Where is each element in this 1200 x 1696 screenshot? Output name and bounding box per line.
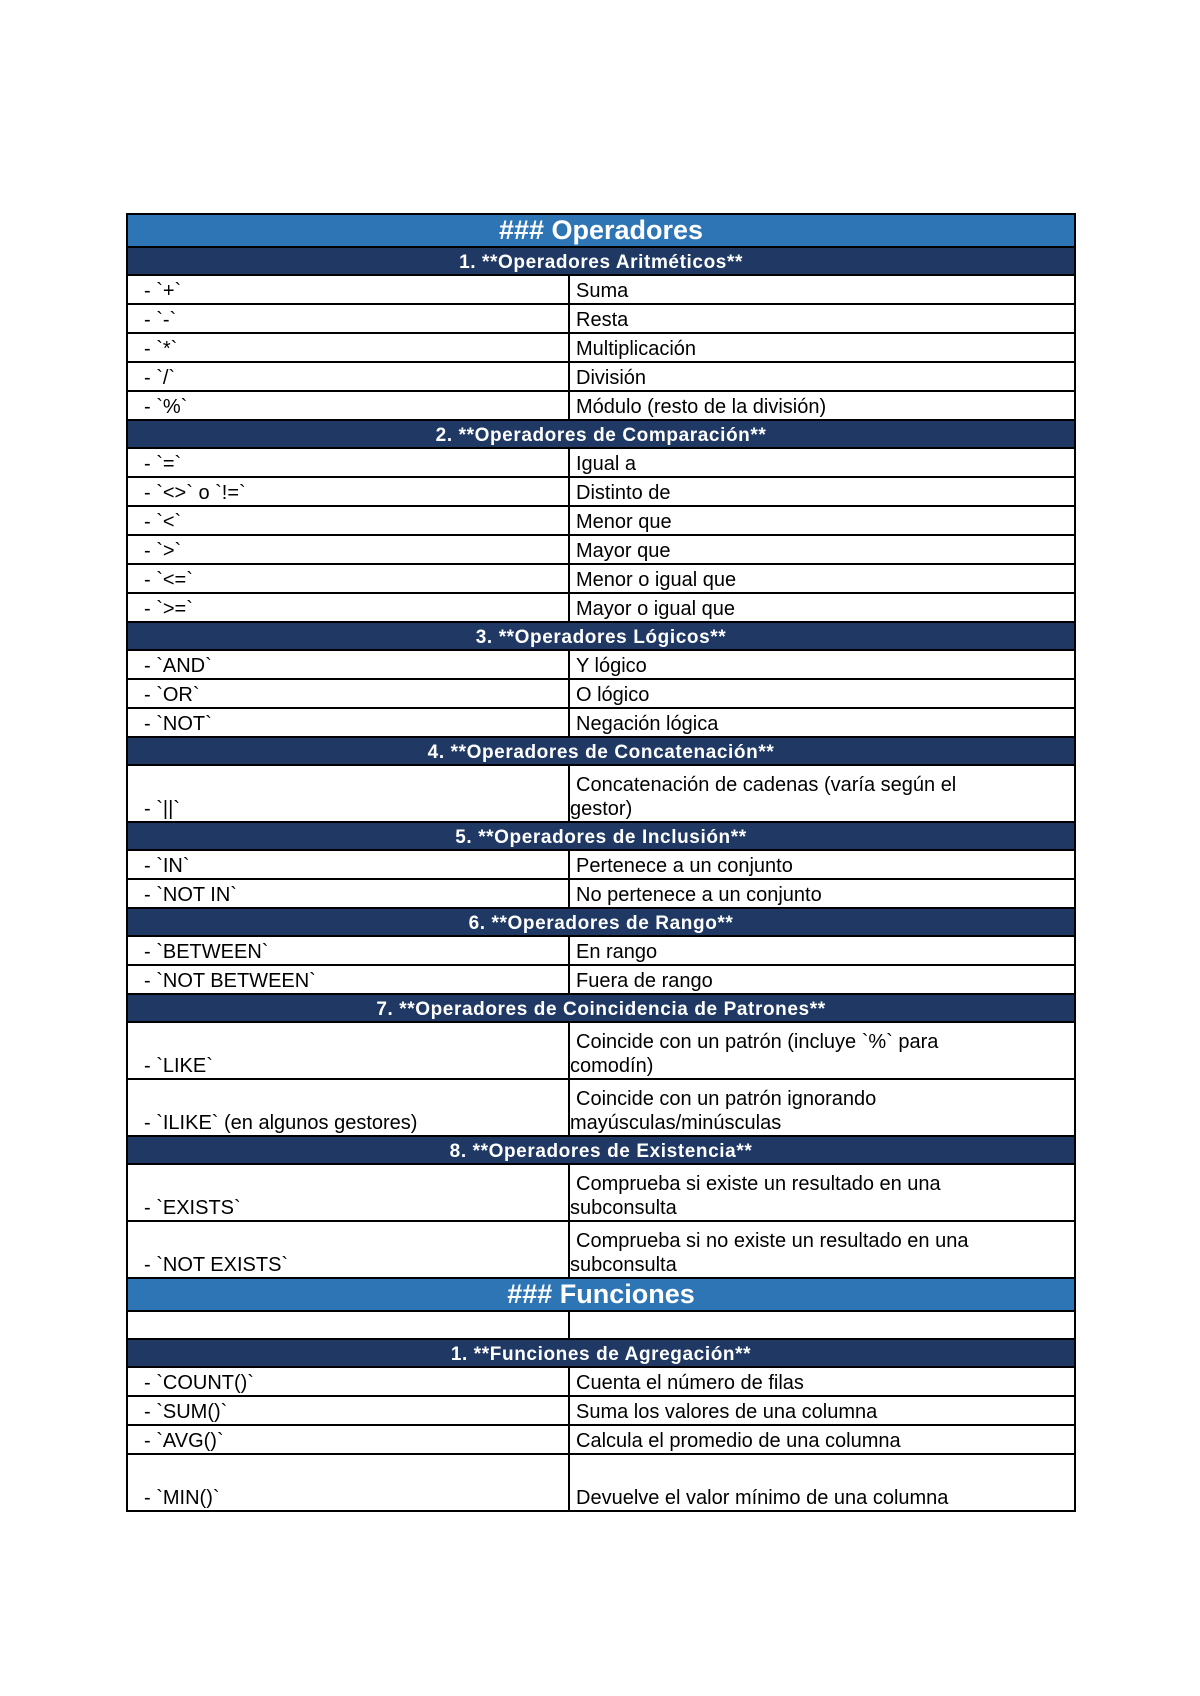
section-header-row bbox=[127, 737, 1075, 765]
operator-cell: - `AND` bbox=[127, 650, 569, 679]
operator-cell: - `IN` bbox=[127, 850, 569, 879]
section-heading: 7. **Operadores de Coincidencia de Patrones** bbox=[127, 994, 1075, 1022]
section-heading: 8. **Operadores de Existencia** bbox=[127, 1136, 1075, 1164]
operator-cell: - `>=` bbox=[127, 593, 569, 622]
table-row bbox=[127, 593, 1075, 622]
section-header-row bbox=[127, 247, 1075, 275]
table-row bbox=[127, 850, 1075, 879]
table-row bbox=[127, 936, 1075, 965]
description-cell: Fuera de rango bbox=[569, 965, 1075, 994]
operator-cell: - `>` bbox=[127, 535, 569, 564]
table-row bbox=[127, 564, 1075, 593]
table-row bbox=[127, 535, 1075, 564]
operator-cell: - `+` bbox=[127, 275, 569, 304]
description-cell bbox=[569, 765, 1075, 822]
operator-cell: - `LIKE` bbox=[127, 1022, 569, 1079]
description-cell: Mayor o igual que bbox=[569, 593, 1075, 622]
table-row bbox=[127, 1454, 1075, 1511]
description-cell bbox=[569, 1164, 1075, 1221]
operator-cell: - `SUM()` bbox=[127, 1396, 569, 1425]
operator-cell: - `=` bbox=[127, 448, 569, 477]
description-cell: Resta bbox=[569, 304, 1075, 333]
section-heading: 1. **Operadores Aritméticos** bbox=[127, 247, 1075, 275]
operators-functions-table bbox=[126, 213, 1076, 1512]
description-cell: Cuenta el número de filas bbox=[569, 1367, 1075, 1396]
description-line-1: Coincide con un patrón (incluye `%` para bbox=[576, 1031, 939, 1053]
operator-cell: - `AVG()` bbox=[127, 1425, 569, 1454]
section-header-row bbox=[127, 908, 1075, 936]
table-row bbox=[127, 506, 1075, 535]
table-row bbox=[127, 304, 1075, 333]
table-row bbox=[127, 965, 1075, 994]
description-line-1: Comprueba si existe un resultado en una bbox=[576, 1173, 941, 1195]
operator-cell: - `-` bbox=[127, 304, 569, 333]
description-cell: División bbox=[569, 362, 1075, 391]
table-row bbox=[127, 477, 1075, 506]
description-line-2: comodín) bbox=[570, 1055, 654, 1077]
description-cell: Igual a bbox=[569, 448, 1075, 477]
description-cell: Calcula el promedio de una columna bbox=[569, 1425, 1075, 1454]
section-header-row bbox=[127, 822, 1075, 850]
description-cell: Menor o igual que bbox=[569, 564, 1075, 593]
section-header-row bbox=[127, 1136, 1075, 1164]
description-line-2: subconsulta bbox=[570, 1254, 677, 1276]
description-line-1: Coincide con un patrón ignorando bbox=[576, 1088, 877, 1110]
table-row bbox=[127, 275, 1075, 304]
description-cell: Suma los valores de una columna bbox=[569, 1396, 1075, 1425]
table-row bbox=[127, 1367, 1075, 1396]
operator-cell: - `<>` o `!=` bbox=[127, 477, 569, 506]
operator-cell: - `<=` bbox=[127, 564, 569, 593]
description-cell: Mayor que bbox=[569, 535, 1075, 564]
description-cell: Módulo (resto de la división) bbox=[569, 391, 1075, 420]
table-row bbox=[127, 1079, 1075, 1136]
operator-cell: - `OR` bbox=[127, 679, 569, 708]
table-row bbox=[127, 391, 1075, 420]
table-row bbox=[127, 650, 1075, 679]
description-cell: Suma bbox=[569, 275, 1075, 304]
operator-cell: - `NOT IN` bbox=[127, 879, 569, 908]
title-row-funciones bbox=[127, 1278, 1075, 1311]
section-header-row bbox=[127, 1339, 1075, 1367]
section-heading: 4. **Operadores de Concatenación** bbox=[127, 737, 1075, 765]
operator-cell: - `MIN()` bbox=[127, 1454, 569, 1511]
operator-cell: - `COUNT()` bbox=[127, 1367, 569, 1396]
description-cell bbox=[569, 1221, 1075, 1278]
title-operadores: ### Operadores bbox=[127, 214, 1075, 247]
spreadsheet-page bbox=[126, 213, 1074, 1512]
title-row-operadores bbox=[127, 214, 1075, 247]
table-row bbox=[127, 448, 1075, 477]
description-cell: En rango bbox=[569, 936, 1075, 965]
blank-cell bbox=[127, 1311, 569, 1339]
description-cell: Pertenece a un conjunto bbox=[569, 850, 1075, 879]
operator-cell: - `NOT` bbox=[127, 708, 569, 737]
table-row bbox=[127, 879, 1075, 908]
operator-cell: - `ILIKE` (en algunos gestores) bbox=[127, 1079, 569, 1136]
section-header-row bbox=[127, 420, 1075, 448]
section-heading: 6. **Operadores de Rango** bbox=[127, 908, 1075, 936]
operator-cell: - `EXISTS` bbox=[127, 1164, 569, 1221]
description-line-1: Concatenación de cadenas (varía según el bbox=[576, 774, 957, 796]
description-cell bbox=[569, 1079, 1075, 1136]
operator-cell: - `<` bbox=[127, 506, 569, 535]
description-cell: O lógico bbox=[569, 679, 1075, 708]
operator-cell: - `/` bbox=[127, 362, 569, 391]
table-row bbox=[127, 333, 1075, 362]
section-header-row bbox=[127, 994, 1075, 1022]
blank-row bbox=[127, 1311, 1075, 1339]
description-cell: Distinto de bbox=[569, 477, 1075, 506]
operator-cell: - `%` bbox=[127, 391, 569, 420]
table-row bbox=[127, 708, 1075, 737]
section-header-row bbox=[127, 622, 1075, 650]
section-heading: 1. **Funciones de Agregación** bbox=[127, 1339, 1075, 1367]
description-line-1: Comprueba si no existe un resultado en una bbox=[576, 1230, 969, 1252]
description-cell: Menor que bbox=[569, 506, 1075, 535]
description-cell: Y lógico bbox=[569, 650, 1075, 679]
description-cell: Devuelve el valor mínimo de una columna bbox=[569, 1454, 1075, 1511]
table-row bbox=[127, 1425, 1075, 1454]
section-heading: 3. **Operadores Lógicos** bbox=[127, 622, 1075, 650]
table-row bbox=[127, 1022, 1075, 1079]
title-funciones: ### Funciones bbox=[127, 1278, 1075, 1311]
section-heading: 2. **Operadores de Comparación** bbox=[127, 420, 1075, 448]
table-row bbox=[127, 1164, 1075, 1221]
operator-cell: - `NOT EXISTS` bbox=[127, 1221, 569, 1278]
section-heading: 5. **Operadores de Inclusión** bbox=[127, 822, 1075, 850]
description-line-2: gestor) bbox=[570, 798, 633, 820]
operator-cell: - `NOT BETWEEN` bbox=[127, 965, 569, 994]
operator-cell: - `*` bbox=[127, 333, 569, 362]
table-row bbox=[127, 1221, 1075, 1278]
description-line-2: subconsulta bbox=[570, 1197, 677, 1219]
operator-cell: - `||` bbox=[127, 765, 569, 822]
table-row bbox=[127, 362, 1075, 391]
description-cell: Multiplicación bbox=[569, 333, 1075, 362]
description-cell bbox=[569, 1022, 1075, 1079]
description-cell: Negación lógica bbox=[569, 708, 1075, 737]
table-row bbox=[127, 765, 1075, 822]
operator-cell: - `BETWEEN` bbox=[127, 936, 569, 965]
blank-cell bbox=[569, 1311, 1075, 1339]
description-line-2: mayúsculas/minúsculas bbox=[570, 1112, 782, 1134]
description-cell: No pertenece a un conjunto bbox=[569, 879, 1075, 908]
table-row bbox=[127, 1396, 1075, 1425]
table-row bbox=[127, 679, 1075, 708]
